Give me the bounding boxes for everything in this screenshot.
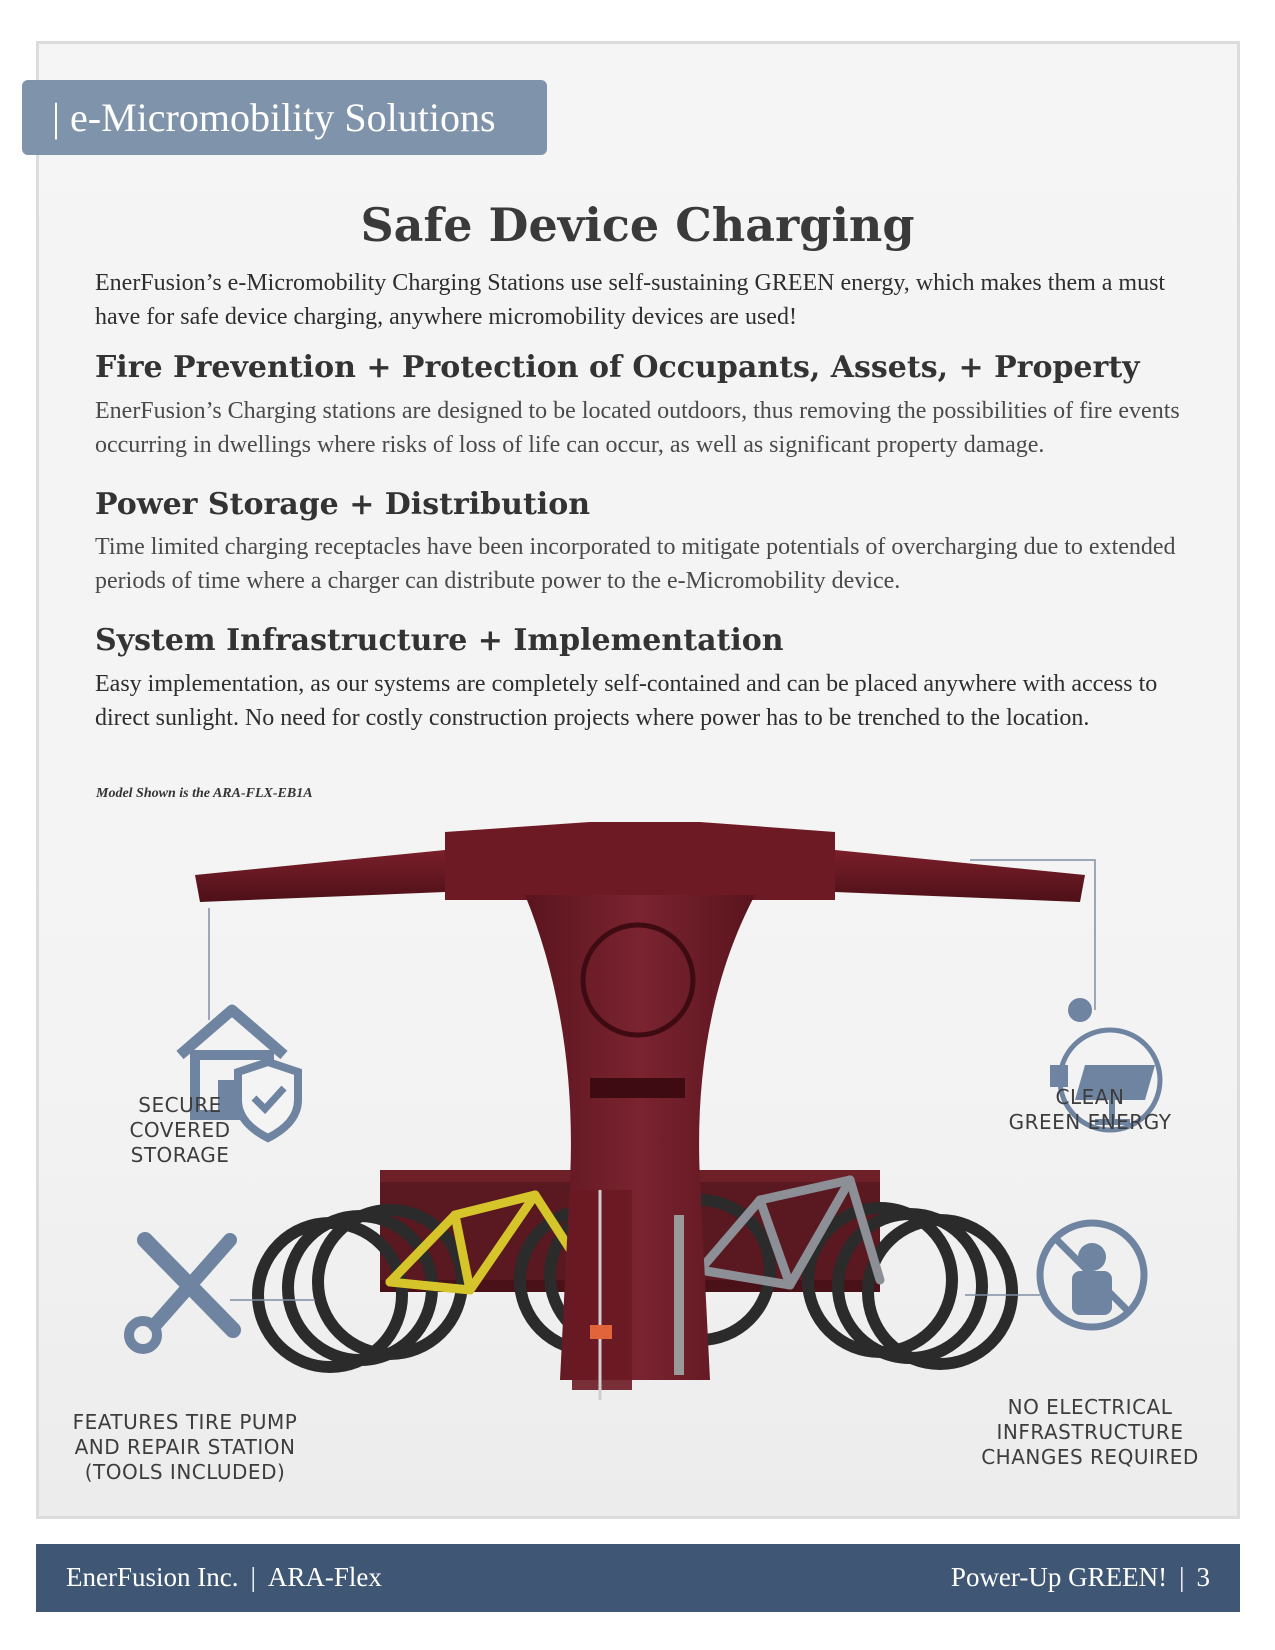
- section-body-fire: EnerFusion’s Charging stations are designed to be located outdoors, thus removing the possibilities of fire events occurring in dwellings where risks of loss of life can occur, as well as significant property damage.: [95, 398, 1180, 458]
- footer-divider: |: [250, 1562, 256, 1592]
- tab-bar: |: [52, 95, 61, 140]
- intro-paragraph: EnerFusion’s e-Micromobility Charging Stations use self-sustaining GREEN energy, which makes them a must have for safe device charging, anywhere micromobility devices are used!: [95, 270, 1166, 330]
- section-title-power: Power Storage + Distribution: [95, 487, 591, 522]
- section-title-infrastructure: System Infrastructure + Implementation: [95, 623, 784, 658]
- feature-clean-energy: CLEAN GREEN ENERGY: [1008, 1085, 1172, 1134]
- page-title: Safe Device Charging: [360, 198, 915, 252]
- page-number: 3: [1196, 1562, 1210, 1592]
- footer-bar: [36, 1544, 1240, 1612]
- tab-title: e-Micromobility Solutions: [70, 95, 496, 140]
- model-note: Model Shown is the ARA-FLX-EB1A: [96, 786, 313, 801]
- footer-divider-2: |: [1179, 1562, 1185, 1592]
- wrench-screwdriver-icon: [129, 1240, 233, 1349]
- section-tab: [22, 80, 547, 155]
- feature-secure-storage: SECURE COVERED STORAGE: [129, 1093, 231, 1167]
- footer-right: [951, 1562, 1210, 1593]
- section-title-fire: Fire Prevention + Protection of Occupants, Assets, + Property: [95, 350, 1140, 385]
- footer-product: ARA-Flex: [267, 1562, 382, 1592]
- section-body-power: Time limited charging receptacles have been incorporated to mitigate potentials of overcharging due to extended periods of time where a charger can distribute power to the e-Micromobility device.: [95, 534, 1176, 594]
- section-body-infrastructure: Easy implementation, as our systems are completely self-contained and can be placed anywhere with access to direct sunlight. No need for costly construction projects where power has to be trenched to the location.: [95, 671, 1158, 731]
- footer-left: [66, 1562, 382, 1593]
- feature-tire-pump: FEATURES TIRE PUMP AND REPAIR STATION (TOOLS INCLUDED): [72, 1410, 298, 1484]
- footer-company: EnerFusion Inc.: [66, 1562, 239, 1592]
- footer-tagline: Power-Up GREEN!: [950, 1562, 1168, 1592]
- feature-no-electrical: NO ELECTRICAL INFRASTRUCTURE CHANGES REQUIRED: [981, 1395, 1199, 1469]
- no-worker-icon: [1040, 1223, 1144, 1327]
